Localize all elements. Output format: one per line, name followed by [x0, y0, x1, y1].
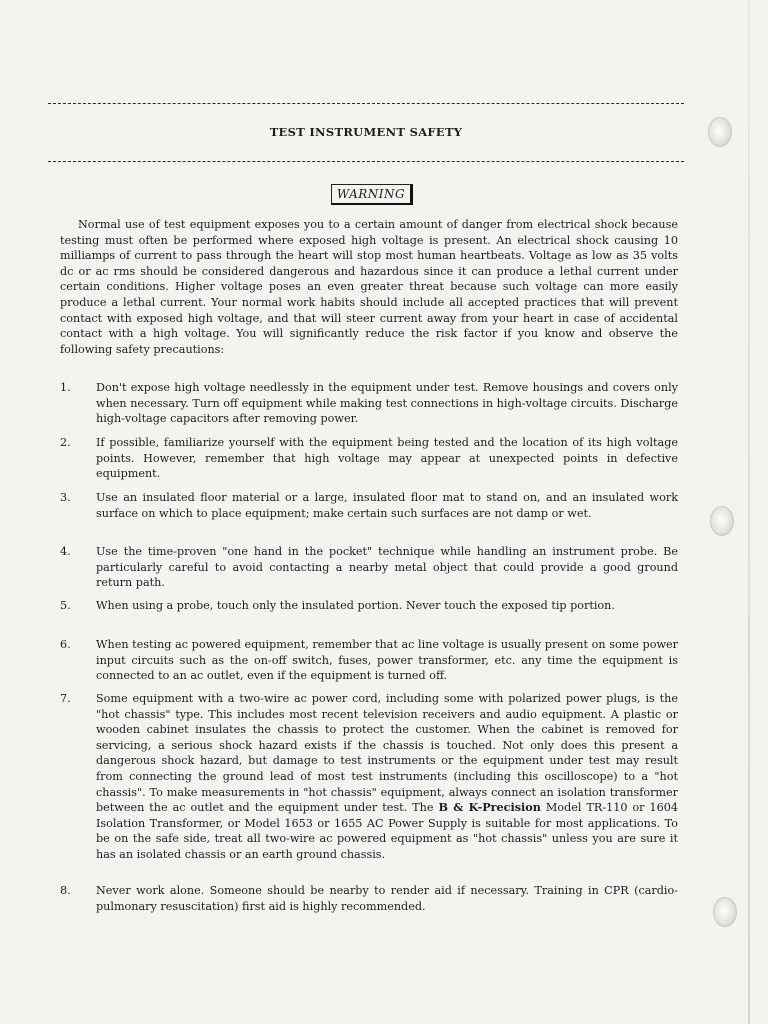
list-item — [60, 544, 678, 591]
intro-paragraph: Normal use of test equipment exposes you to a certain amount of danger from electrical shock because testing must often be performed where exposed high voltage is present. An electrical shock causing 10 milliamps of current to pass through the heart will stop most human heartbeats. Voltage as low as 35 volts dc or ac rms should be considered dangerous and hazardous since it can produce a lethal current under certain conditions. Higher voltage poses an even greater threat because such voltage can more easily produce a lethal current. Your normal work habits should include all accepted practices that will prevent contact with exposed high voltage, and that will steer current away from your heart in case of accidental contact with a high voltage. You will significantly reduce the risk factor if you know and observe the following safety precautions: — [60, 218, 678, 356]
top-divider — [48, 103, 684, 104]
item-number: 6. — [60, 638, 71, 651]
item-text: When testing ac powered equipment, remember that ac line voltage is usually present on some power input circuits such as the on-off switch, fuses, power transformer, etc. any time the equipment is connected to an ac outlet, even if the equipment is turned off. — [96, 638, 678, 683]
page-title: TEST INSTRUMENT SAFETY — [269, 125, 463, 139]
list-item — [60, 435, 678, 482]
title-divider — [48, 161, 684, 162]
item-number: 7. — [60, 692, 71, 705]
binder-hole-bottom — [713, 897, 737, 927]
item-text: When using a probe, touch only the insulated portion. Never touch the exposed tip portion. — [96, 599, 615, 612]
item-number: 4. — [60, 545, 71, 558]
item-text: If possible, familiarize yourself with the equipment being tested and the location of its high voltage points. However, remember that high voltage may appear at unexpected points in defective equipment. — [96, 436, 678, 481]
binder-hole-top — [708, 117, 732, 147]
item-text: Use the time-proven "one hand in the pocket" technique while handling an instrument probe. Be particularly careful to avoid contacting a nearby metal object that could provide a good ground return path. — [96, 545, 678, 590]
list-item — [60, 598, 678, 614]
item-text: Never work alone. Someone should be nearby to render aid if necessary. Training in CPR (cardio-pulmonary resuscitation) first aid is highly recommended. — [96, 884, 678, 913]
item-text-part: Some equipment with a two-wire ac power cord, including some with polarized power plugs, is the "hot chassis" type. This includes most recent television receivers and audio equipment. A plastic or wooden cabinet insulates the chassis to protect the customer. When the cabinet is removed for servicing, a serious shock hazard exists if the chassis is touched. Not only does this present a dangerous shock hazard, but damage to test instruments or the equipment under test may result from connecting the ground lead of most test instruments (including this oscilloscope) to a "hot chassis". To make measurements in "hot chassis" equipment, always connect an isolation transformer between the ac outlet and the equipment under test. The — [96, 692, 678, 815]
list-item — [60, 637, 678, 684]
item-text-part: Model TR-110 or 1604 Isolation Transformer, or Model 1653 or 1655 AC Power Supply is suitable for most applications. To be on the safe side, treat all two-wire ac powered equipment as "hot chassis" unless you are sure it has an isolated chassis or an earth ground chassis. — [96, 801, 678, 861]
item-number: 3. — [60, 491, 71, 504]
item-number: 5. — [60, 599, 71, 612]
item-text — [96, 691, 678, 863]
warning-label: WARNING — [331, 184, 413, 205]
item-number: 2. — [60, 436, 71, 449]
list-item — [60, 490, 678, 521]
list-item — [60, 883, 678, 914]
item-number: 1. — [60, 381, 71, 394]
item-text: Don't expose high voltage needlessly in the equipment under test. Remove housings and covers only when necessary. Turn off equipment while making test connections in high-voltage circuits. Discharge high-voltage capacitors after removing power. — [96, 381, 678, 426]
item-text: Use an insulated floor material or a large, insulated floor mat to stand on, and an insulated work surface on which to place equipment; make certain such surfaces are not damp or wet. — [96, 491, 678, 520]
item-number: 8. — [60, 884, 71, 897]
binder-hole-middle — [710, 506, 734, 536]
list-item — [60, 691, 678, 863]
list-item — [60, 380, 678, 427]
page-edge — [748, 0, 750, 1024]
brand-name: B & K-Precision — [438, 800, 541, 815]
